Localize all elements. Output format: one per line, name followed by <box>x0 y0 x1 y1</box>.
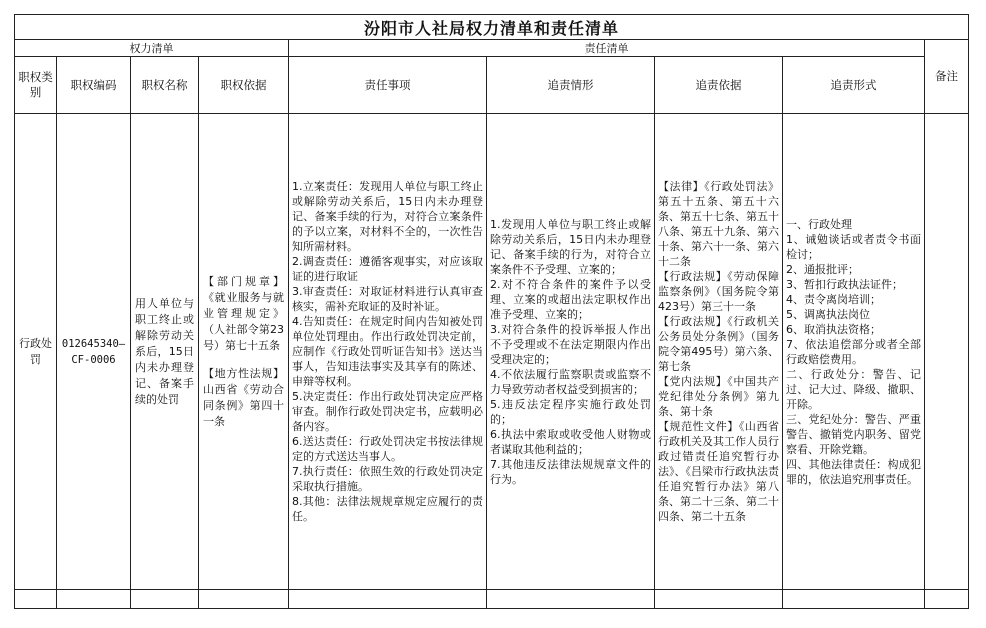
accountability-form-item: 5、调离执法岗位 <box>786 307 870 321</box>
empty-cell <box>655 590 783 609</box>
power-duty-table <box>14 14 969 609</box>
duty-items-header: 责任事项 <box>289 57 487 114</box>
duty-items-cell <box>289 114 487 590</box>
empty-cell <box>487 590 655 609</box>
empty-cell <box>15 590 57 609</box>
accountability-basis-item: 【行政法规】《行政机关公务员处分条例》（国务院令第495号）第六条、第七条 <box>658 315 779 373</box>
accountability-basis-cell <box>655 114 783 590</box>
duty-item: 8.其他：法律法规规章规定应履行的责任。 <box>292 495 483 523</box>
accountability-item: 2.对不符合条件的案件予以受理、立案的或超出法定职权作出准予受理、立案的； <box>490 277 651 321</box>
accountability-form-item: 4、责令离岗培训； <box>786 292 881 306</box>
accountability-cell <box>487 114 655 590</box>
accountability-header: 追责情形 <box>487 57 655 114</box>
empty-cell <box>57 590 131 609</box>
accountability-form-item: 三、党纪处分：警告、严重警告、撤销党内职务、留党察看、开除党籍。 <box>786 412 921 456</box>
accountability-basis-item: 【规范性文件】《山西省行政机关及其工作人员行政过错责任追究暂行办法》、《吕梁市行政执法责任追究暂行办法》第八条、第二十三条、第二十四条、第二十五条 <box>658 420 779 523</box>
accountability-form-item: 6、取消执法资格； <box>786 322 881 336</box>
accountability-form-header: 追责形式 <box>783 57 925 114</box>
accountability-item: 3.对符合条件的投诉举报人作出不予受理或不在法定期限内作出受理决定的； <box>490 322 651 366</box>
duty-item: 7.执行责任：依照生效的行政处罚决定采取执行措施。 <box>292 465 483 493</box>
duty-item: 2.调查责任：遵循客观事实，对应该取证的进行取证 <box>292 255 483 283</box>
code-header: 职权编码 <box>57 57 131 114</box>
accountability-form-item: 1、诫勉谈话或者责令书面检讨； <box>786 232 921 261</box>
accountability-item: 5.违反法定程序实施行政处罚的； <box>490 397 651 426</box>
duty-item: 6.送达责任：行政处罚决定书按法律规定的方式送达当事人。 <box>292 435 483 463</box>
accountability-form-cell <box>783 114 925 590</box>
accountability-basis-item: 【法律】《行政处罚法》第五十五条、第五十六条、第五十七条、第五十八条、第五十九条、第六十条、第六十一条、第六十二条 <box>658 180 779 268</box>
accountability-form-item: 7、依法追偿部分或者全部行政赔偿费用。 <box>786 337 921 366</box>
code-cell: 012645340—CF-0006 <box>57 114 131 590</box>
accountability-basis-item: 【行政法规】《劳动保障监察条例》（国务院令第423号）第三十一条 <box>658 270 779 313</box>
accountability-item: 1.发现用人单位与职工终止或解除劳动关系后，15日内未办理登记、备案手续的行为，对符合立案条件不予受理、立案的； <box>490 217 651 276</box>
category-header: 职权类别 <box>15 57 57 114</box>
remark-cell <box>925 114 969 590</box>
accountability-item: 7.其他违反法律法规规章文件的行为。 <box>490 457 651 486</box>
duty-item: 4.告知责任：在规定时间内告知被处罚单位处罚理由。作出行政处罚决定前，应制作《行政处罚听证告知书》送达当事人，告知违法事实及其享有的陈述、申辩等权利。 <box>292 315 483 388</box>
empty-cell <box>925 590 969 609</box>
accountability-basis-header: 追责依据 <box>655 57 783 114</box>
table-row <box>15 114 969 590</box>
basis-item: 【地方性法规】山西省《劳动合同条例》第四十一条 <box>203 366 284 428</box>
accountability-form-item: 2、通报批评； <box>786 262 859 276</box>
empty-cell <box>199 590 289 609</box>
basis-item: 【部门规章】《就业服务与就业管理规定》（人社部令第23号）第七十五条 <box>203 274 284 352</box>
power-list-header: 权力清单 <box>15 40 289 57</box>
duty-item: 5.决定责任：作出行政处罚决定应严格审查。制作行政处罚决定书，应载明必备内容。 <box>292 390 483 433</box>
empty-cell <box>783 590 925 609</box>
accountability-item: 4.不依法履行监察职责或监察不力导致劳动者权益受到损害的； <box>490 367 651 396</box>
duty-list-header: 责任清单 <box>289 40 925 57</box>
name-cell: 用人单位与职工终止或解除劳动关系后，15日内未办理登记、备案手续的处罚 <box>131 114 199 590</box>
empty-row <box>15 590 969 609</box>
empty-cell <box>131 590 199 609</box>
page-title: 汾阳市人社局权力清单和责任清单 <box>15 15 969 40</box>
accountability-form-item: 四、其他法律责任：构成犯罪的，依法追究刑事责任。 <box>786 457 921 486</box>
category-cell: 行政处罚 <box>15 114 57 590</box>
remark-header: 备注 <box>925 40 969 114</box>
accountability-form-item: 一、行政处理 <box>786 217 852 231</box>
basis-header: 职权依据 <box>199 57 289 114</box>
accountability-item: 6.执法中索取或收受他人财物或者谋取其他利益的； <box>490 427 651 456</box>
empty-cell <box>289 590 487 609</box>
basis-cell <box>199 114 289 590</box>
accountability-form-item: 3、暂扣行政执法证件； <box>786 277 903 291</box>
name-header: 职权名称 <box>131 57 199 114</box>
responsibility-sheet <box>14 14 968 612</box>
duty-item: 1.立案责任：发现用人单位与职工终止或解除劳动关系后，15日内未办理登记、备案手续的行为，对符合立案条件的予以立案，对材料不全的，一次性告知所需材料。 <box>292 180 483 253</box>
duty-item: 3.审查责任：对取证材料进行认真审查核实，需补充取证的及时补证。 <box>292 285 483 313</box>
accountability-form-item: 二、行政处分：警告、记过、记大过、降级、撤职、开除。 <box>786 367 921 411</box>
accountability-basis-item: 【党内法规】《中国共产党纪律处分条例》第九条、第十条 <box>658 375 779 418</box>
